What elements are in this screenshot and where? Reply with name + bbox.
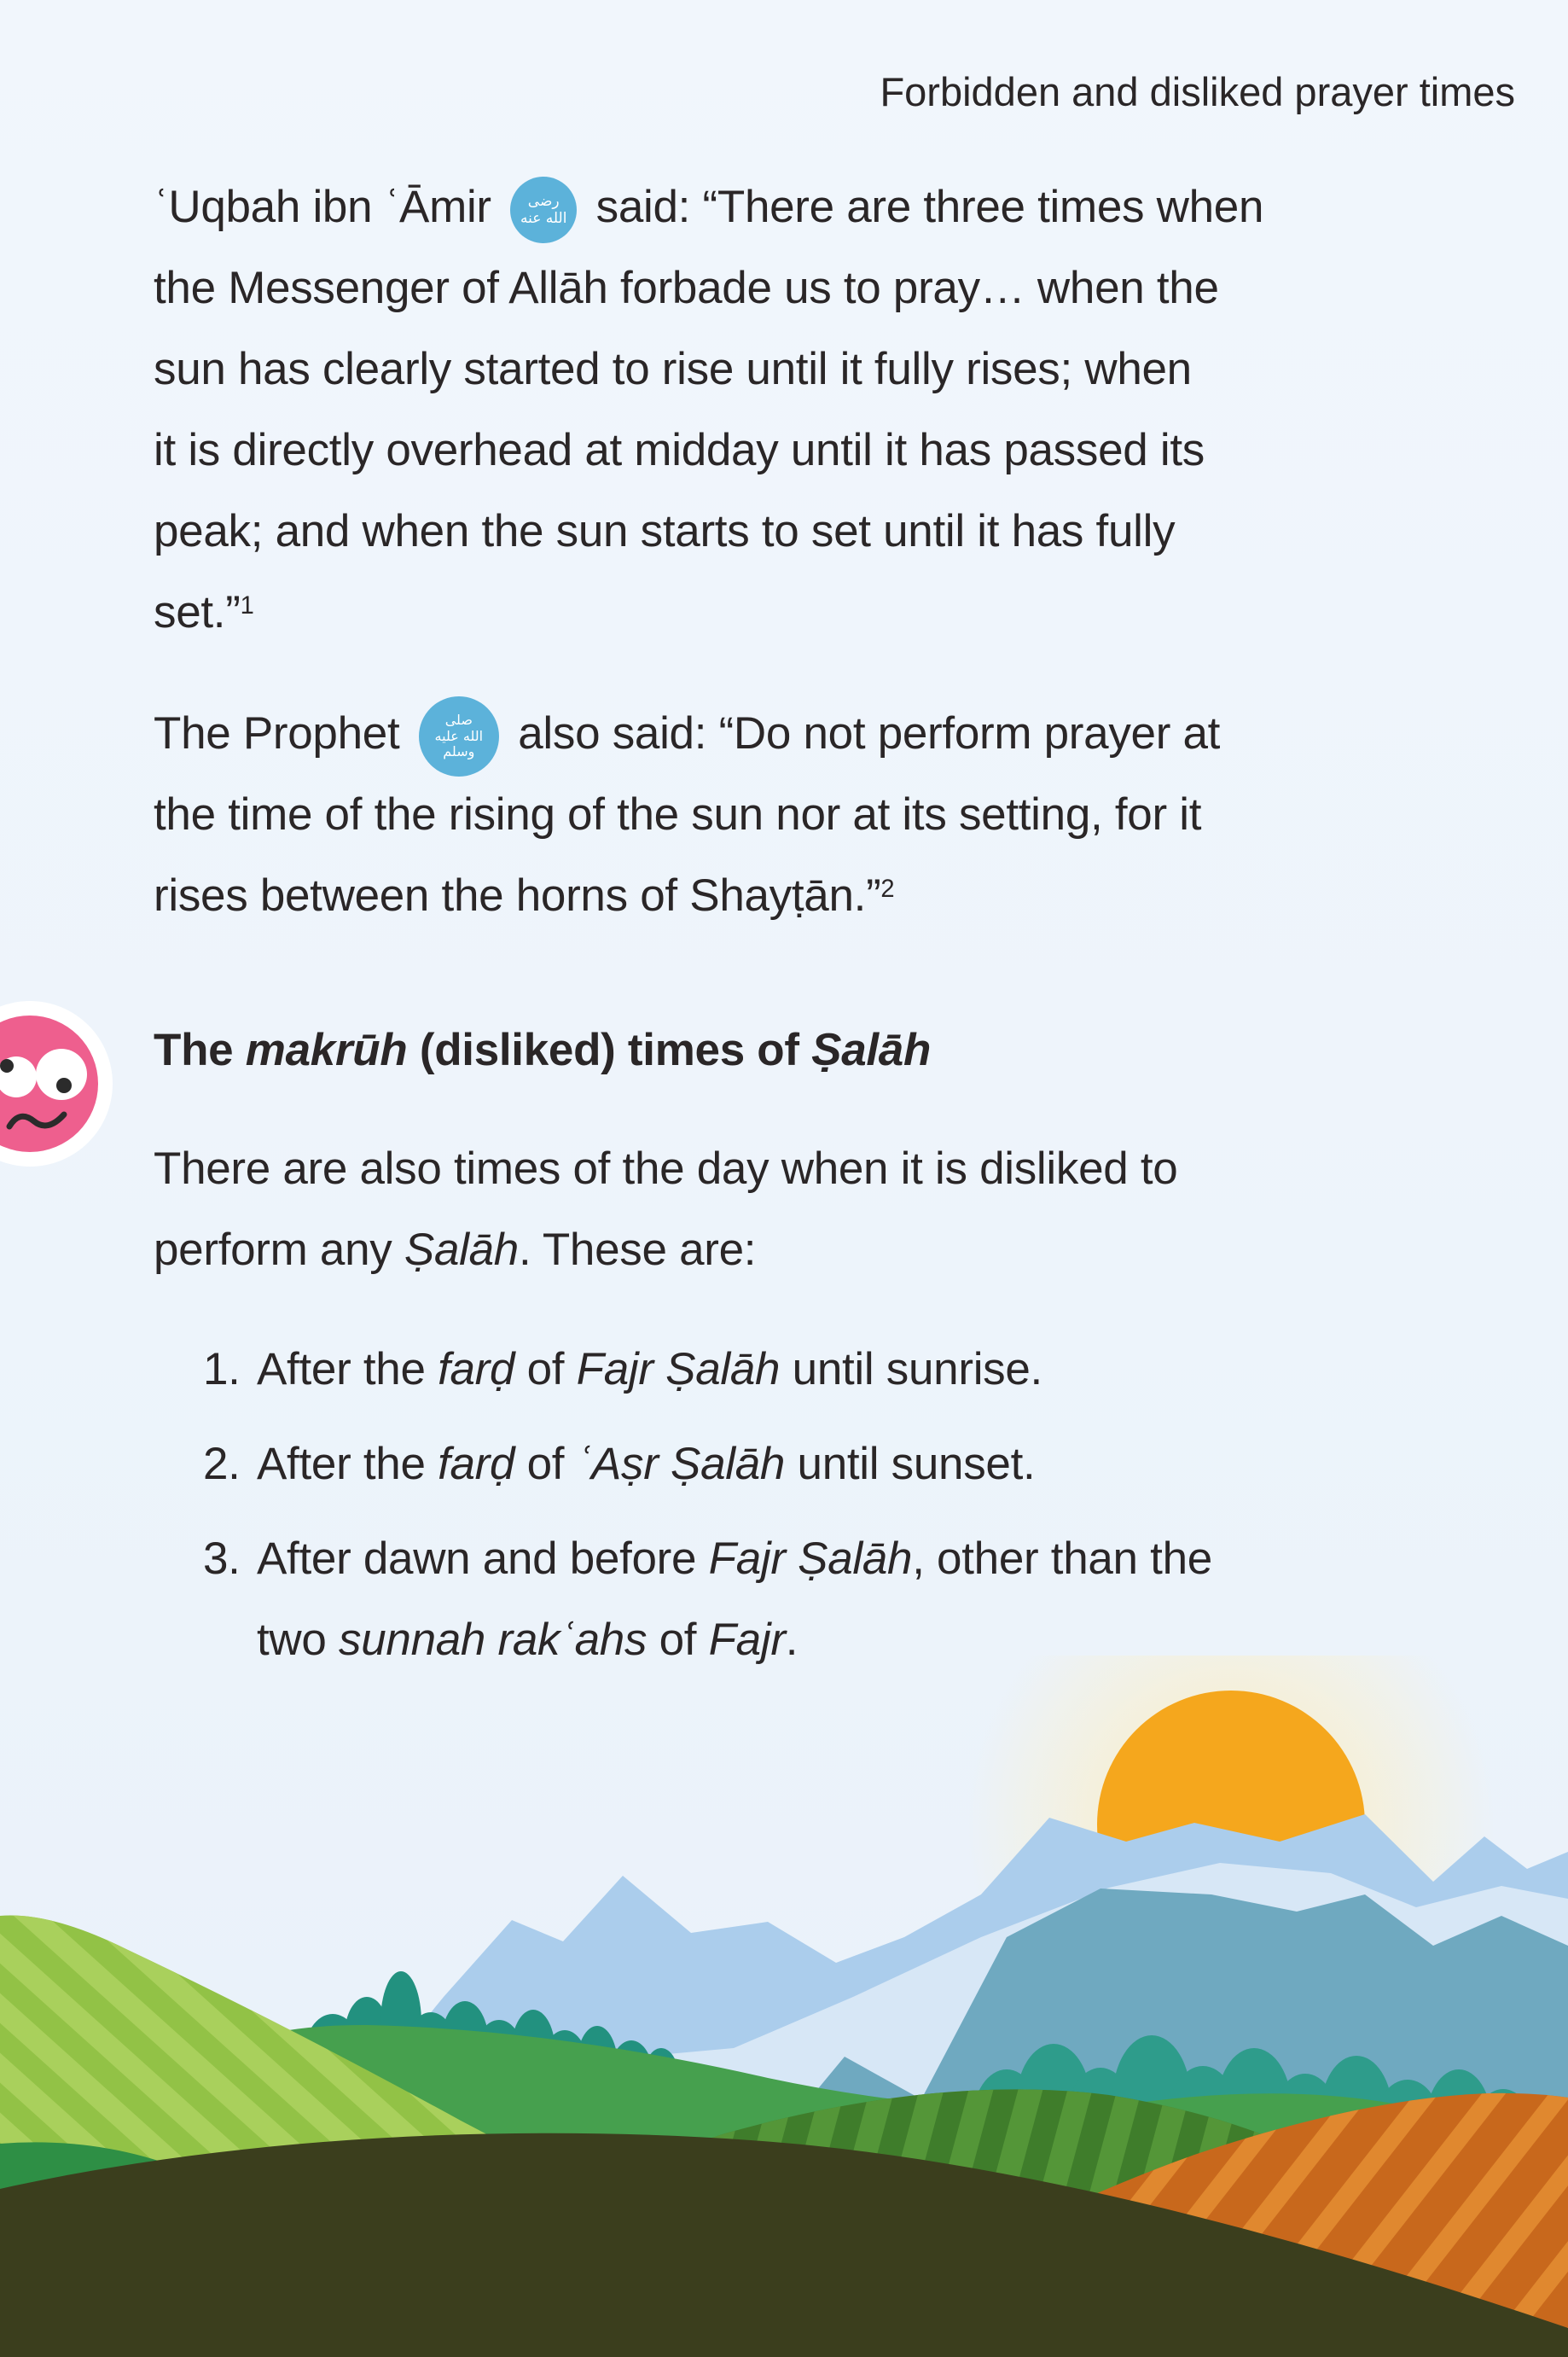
paragraph-makruh-intro	[154, 1128, 1177, 1290]
text-line: The makrūh (disliked) times of Ṣalāh	[154, 1025, 932, 1075]
honorific-badge-sallallahu_alayhi_wasallam	[419, 696, 499, 777]
section-heading-makruh-times	[154, 1010, 931, 1091]
text-line: it is directly overhead at midday until it has passed its	[154, 425, 1205, 475]
badge-arabic-text: وسلم	[443, 743, 475, 760]
worried-face-icon	[0, 988, 115, 1176]
makruh-times-list	[203, 1329, 1212, 1680]
badge-arabic-text: صلى	[444, 712, 473, 729]
text-line: two sunnah rakʿahs of Fajr.	[257, 1615, 799, 1665]
page-header-title: Forbidden and disliked prayer times	[880, 69, 1515, 114]
text-line: rises between the horns of Shayṭān.”$^2$	[154, 870, 895, 921]
text-line: 2. After the farḍ of ʿAṣr Ṣalāh until sunset.	[203, 1423, 1212, 1504]
badge-arabic-text: الله عليه	[434, 727, 484, 744]
text-line: There are also times of the day when it is disliked to	[154, 1144, 1178, 1194]
sunset-landscape-illustration	[0, 1656, 1568, 2357]
list-number: 1.	[203, 1344, 241, 1394]
face-pupil-right	[56, 1078, 72, 1093]
text-line: set.”$^1$	[154, 587, 254, 637]
paragraph-hadith-prophet	[154, 693, 1220, 936]
list-number: 2.	[203, 1439, 241, 1489]
face-pupil-left	[0, 1059, 14, 1073]
text-line: the Messenger of Allāh forbade us to pray… when the	[154, 263, 1219, 313]
text-line: the time of the rising of the sun nor at its setting, for it	[154, 789, 1202, 840]
text-line: 3. After dawn and before Fajr Ṣalāh, other than the	[203, 1518, 1212, 1599]
text-line: 1. After the farḍ of Fajr Ṣalāh until sunrise.	[203, 1329, 1212, 1410]
footnote-marker: 2	[880, 875, 895, 903]
badge-arabic-text: رضى	[527, 192, 560, 210]
badge-arabic-text: الله عنه	[520, 210, 567, 227]
text-line: sun has clearly started to rise until it fully rises; when	[154, 344, 1192, 394]
text-line: peak; and when the sun starts to set until it has fully	[154, 506, 1176, 556]
footnote-marker: 1	[240, 591, 254, 620]
text-line: The Prophet صلى الله عليه وسلم also said: “Do not perform prayer at	[154, 693, 1220, 774]
paragraph-hadith-uqbah	[154, 166, 1263, 653]
list-number: 3.	[203, 1534, 241, 1584]
text-line: ʿUqbah ibn ʿĀmir رضى الله عنه said: “There are three times when	[154, 166, 1263, 247]
text-line: perform any Ṣalāh. These are:	[154, 1225, 757, 1275]
honorific-badge-radi_allahu_anhu	[510, 177, 577, 243]
